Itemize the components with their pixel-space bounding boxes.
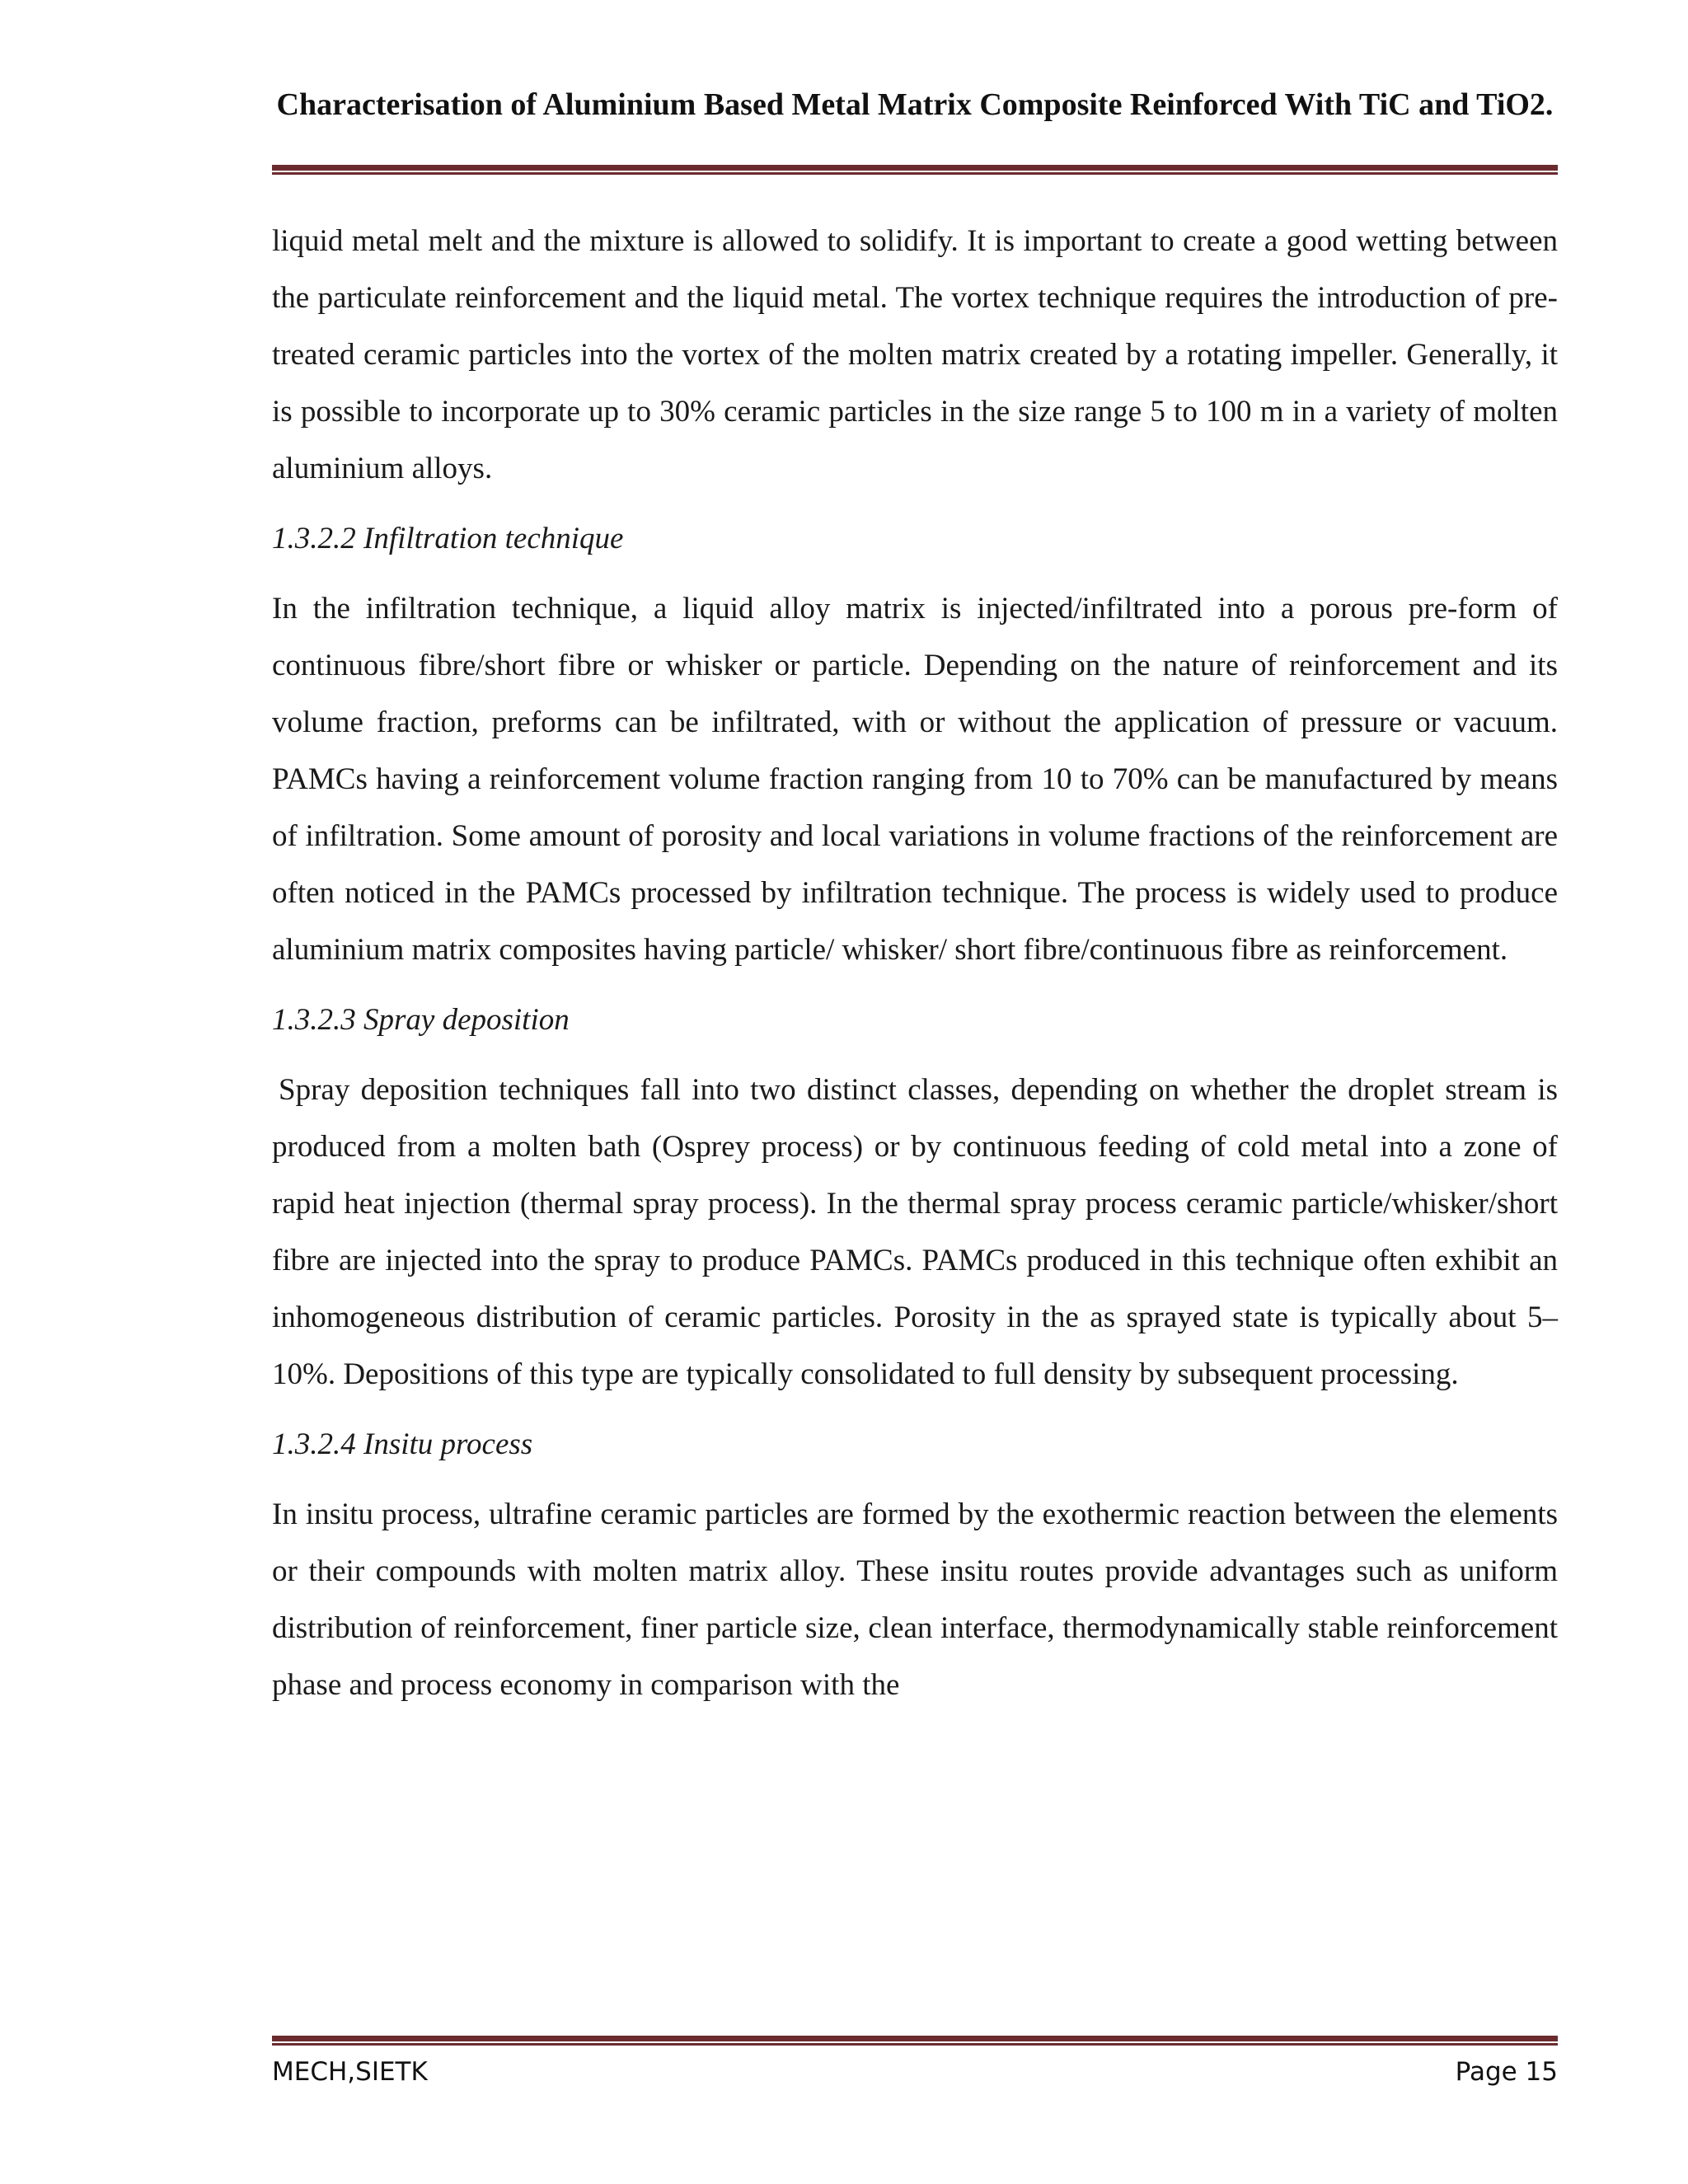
footer-department: MECH,SIETK [272,2057,428,2087]
footer-rule [272,2036,1558,2046]
page-body [272,213,1558,1713]
header-rule [272,165,1558,175]
section-heading-spray-deposition: 1.3.2.3 Spray deposition [272,1003,570,1037]
paragraph-infiltration: In the infiltration technique, a liquid alloy matrix is injected/infiltrated into a porous pre-form of continuous fibre/short fibre or whisker or particle. Depending on the nature of reinforcement and its volume fraction, preforms can be infiltrated, with or without the application of pressure or vacuum. PAMCs having a reinforcement volume fraction ranging from 10 to 70% can be manufactured by means of infiltration. Some amount of porosity and local variations in volume fractions of the reinforcement are often noticed in the PAMCs processed by infiltration technique. The process is widely used to produce aluminium matrix composites having particle/ whisker/ short fibre/continuous fibre as reinforcement. [272,592,1558,967]
paragraph-insitu: In insitu process, ultrafine ceramic particles are formed by the exothermic reaction between the elements or their compounds with molten matrix alloy. These insitu routes provide advantages such as uniform distribution of reinforcement, finer particle size, clean interface, thermodynamically stable reinforcement phase and process economy in comparison with the [272,1497,1558,1702]
running-header-title: Characterisation of Aluminium Based Metal Matrix Composite Reinforced With TiC and TiO2. [276,87,1554,122]
paragraph-intro: liquid metal melt and the mixture is allowed to solidify. It is important to create a good wetting between the particulate reinforcement and the liquid metal. The vortex technique requires the introduction of pre-treated ceramic particles into the vortex of the molten matrix created by a rotating impeller. Generally, it is possible to incorporate up to 30% ceramic particles in the size range 5 to 100 m in a variety of molten aluminium alloys. [272,224,1558,485]
section-heading-insitu: 1.3.2.4 Insitu process [272,1427,533,1461]
page-number: Page 15 [1455,2057,1558,2087]
section-heading-infiltration: 1.3.2.2 Infiltration technique [272,522,624,555]
paragraph-spray-deposition: Spray deposition techniques fall into two distinct classes, depending on whether the droplet stream is produced from a molten bath (Osprey process) or by continuous feeding of cold metal into a zone of rapid heat injection (thermal spray process). In the thermal spray process ceramic particle/whisker/short fibre are injected into the spray to produce PAMCs. PAMCs produced in this technique often exhibit an inhomogeneous distribution of ceramic particles. Porosity in the as sprayed state is typically about 5–10%. Depositions of this type are typically consolidated to full density by subsequent processing. [272,1073,1558,1391]
